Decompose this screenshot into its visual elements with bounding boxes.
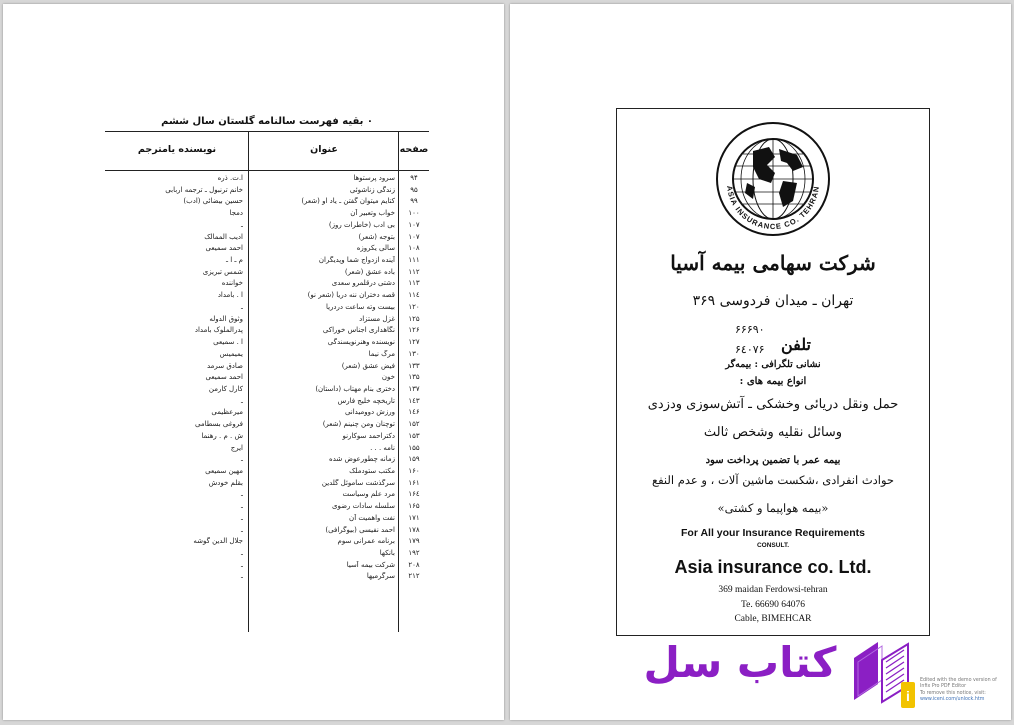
- header-title: عنوان: [310, 144, 338, 155]
- toc-row-title: بتوجه (شعر): [358, 232, 395, 241]
- toc-row-page: ۱۵۹: [408, 455, 420, 464]
- toc-row-author: ا.ت. ذره: [217, 174, 243, 182]
- toc-row-author: ا . بامداد: [217, 291, 243, 300]
- toc-row: [105, 174, 429, 186]
- phone-number-2: ۶٤۰۷۶: [735, 343, 765, 356]
- toc-row-page: ۱۰۷: [408, 232, 420, 241]
- cable-address-fa: نشانی تلگرافی : بیمه‌گر: [725, 359, 821, 370]
- toc-row: [105, 537, 429, 549]
- toc-table: [105, 131, 429, 640]
- toc-row: [105, 572, 429, 584]
- toc-row-title: سرگرمیها: [366, 572, 395, 581]
- toc-row-author: ادیب الممالک: [204, 232, 243, 241]
- toc-row-author: ـ: [240, 549, 243, 557]
- toc-row: [105, 338, 429, 350]
- globe-logo-icon: [713, 121, 833, 239]
- toc-row-author: حسین بیضائی (ادب): [183, 197, 243, 206]
- toc-row-author: احمد سمیعی: [205, 373, 243, 382]
- toc-row-author: شمس تبریزی: [202, 267, 243, 276]
- toc-row-page: ۱۷۱: [408, 513, 420, 522]
- toc-row-title: نگاهداری اجناس خوراکی: [322, 326, 395, 335]
- toc-row: [105, 350, 429, 362]
- toc-row: [105, 362, 429, 374]
- toc-row: [105, 420, 429, 432]
- toc-row: [105, 268, 429, 280]
- toc-row-page: ۱۱٤: [408, 291, 420, 300]
- toc-row-title: توچنان ومن چنینم (شعر): [322, 420, 395, 429]
- insurance-ad: [616, 108, 930, 636]
- toc-row: [105, 197, 429, 209]
- toc-row: [105, 233, 429, 245]
- english-cable: Cable, BIMEHCAR: [734, 614, 812, 624]
- toc-row: [105, 186, 429, 198]
- notice-link[interactable]: www.iceni.com/unlock.htm: [920, 697, 985, 703]
- toc-row-page: ۱۶۵: [408, 502, 420, 511]
- english-phone: Te. 66690 64076: [741, 600, 805, 610]
- toc-row-title: نامه . . .: [370, 443, 395, 452]
- toc-row-author: ـ: [240, 525, 243, 534]
- english-address: 369 maidan Ferdowsi-tehran: [718, 585, 828, 595]
- toc-row-author: ش . م . رهنما: [201, 431, 243, 440]
- logo-text: ASIA INSURANCE CO. TEHRAN: [725, 185, 821, 231]
- toc-row-author: احمد سمیعی: [205, 244, 243, 253]
- toc-row-page: ۱۵۵: [408, 443, 420, 452]
- insurance-line-1: حمل ونقل دریائی وخشکی ـ آتش‌سوزی ودزدی: [647, 397, 899, 412]
- toc-row-title: زندگی زناشوئی: [349, 185, 395, 194]
- toc-row-page: ۹۴: [410, 174, 418, 182]
- toc-row-author: مهین سمیعی: [205, 466, 243, 475]
- toc-row: [105, 291, 429, 303]
- company-name-fa: شرکت سهامی بیمه آسیا: [670, 251, 876, 275]
- toc-row: [105, 326, 429, 338]
- toc-header-row: [105, 132, 429, 171]
- toc-row-page: ۱۱۱: [408, 256, 420, 265]
- toc-row-author: ـ: [240, 513, 243, 522]
- toc-row-title: مرد علم وسیاست: [342, 490, 395, 499]
- toc-row-title: زمانه چطورعوض شده: [329, 455, 395, 464]
- toc-row-title: قصه دختران ننه دریا (شعر نو): [307, 291, 395, 300]
- toc-row-title: فیض عشق (شعر): [341, 361, 395, 370]
- toc-row-author: ـ: [240, 220, 243, 229]
- toc-row-page: ۱۵۳: [408, 431, 420, 440]
- toc-row-page: ۱۳۳: [408, 361, 420, 370]
- toc-row-title: بیست وته ساعت دردریا: [325, 302, 395, 311]
- toc-row-author: کارل کارمن: [208, 384, 243, 393]
- notice-line-3: To remove this notice, visit:: [920, 690, 986, 696]
- toc-row-author: خانم ترنبول ـ ترجمه اربابی: [165, 185, 243, 194]
- toc-row-title: غزل مستزاد: [359, 314, 395, 323]
- toc-row-title: شرکت بیمه آسیا: [346, 560, 395, 569]
- toc-row: [105, 479, 429, 491]
- insurance-line-4: «بیمه هواپیما و کشتی»: [717, 501, 829, 515]
- toc-row-page: ۱۷۹: [408, 537, 420, 546]
- toc-row-title: مکتب ستودملک: [349, 466, 395, 475]
- toc-row-page: ۱۱۲: [408, 267, 420, 276]
- toc-row-page: ۲۰۸: [408, 560, 420, 569]
- toc-row-page: ۱٤۶: [408, 408, 420, 417]
- toc-row-page: ۱۲۷: [408, 338, 420, 347]
- toc-row: [105, 432, 429, 444]
- toc-row: [105, 256, 429, 268]
- toc-row: [105, 408, 429, 420]
- toc-row-title: تاریخچه خلیج فارس: [337, 396, 395, 405]
- toc-row-title: خون: [381, 373, 395, 382]
- toc-row: [105, 549, 429, 561]
- insurance-types-label: انواع بیمه های :: [739, 376, 807, 387]
- header-author: نویسنده یامترجم: [137, 144, 217, 155]
- header-page: صفحه: [399, 144, 429, 155]
- toc-row: [105, 385, 429, 397]
- toc-row: [105, 303, 429, 315]
- toc-row-page: ۱۲۵: [408, 314, 420, 323]
- toc-row-page: ۱۰۷: [408, 220, 420, 229]
- toc-row-author: یمیمیس: [219, 349, 243, 358]
- toc-row-author: ـ: [240, 490, 243, 499]
- toc-row-title: ورزش دوومیدانی: [344, 408, 395, 417]
- toc-row: [105, 490, 429, 502]
- toc-row: [105, 444, 429, 456]
- toc-row: [105, 279, 429, 291]
- toc-row-page: ۱۳۰: [408, 349, 420, 358]
- toc-row-title: سرود پرستوها: [353, 174, 395, 182]
- english-company-name: Asia insurance co. Ltd.: [674, 557, 872, 577]
- toc-row-author: میرعظیمی: [211, 408, 243, 417]
- insurance-line-3: حوادث انفرادی ،شکست ماشین آلات ، و عدم النفع: [651, 473, 895, 487]
- toc-row: [105, 209, 429, 221]
- toc-row-page: ۱۶۱: [408, 478, 420, 487]
- toc-row-page: ۱۶٤: [408, 490, 420, 499]
- toc-row-page: ۱۱۳: [408, 279, 420, 288]
- phone-number-1: ۶۶۶۹۰: [735, 323, 765, 336]
- insurance-line-2: وسائل نقلیه وشخص ثالث: [703, 425, 843, 440]
- toc-row: [105, 397, 429, 409]
- toc-row-author: بقلم خودش: [208, 478, 243, 487]
- brand-watermark: [630, 632, 920, 710]
- toc-row-title: بانکها: [379, 549, 395, 557]
- toc-row-author: فروغی بسطامی: [195, 420, 243, 429]
- toc-row-author: خواننده: [221, 279, 243, 288]
- toc-row-page: ۱۰۸: [408, 244, 420, 253]
- toc-row-title: برنامه عمرانی سوم: [337, 537, 395, 546]
- right-page: [510, 4, 1011, 720]
- toc-rows: [105, 174, 429, 584]
- svg-text:i: i: [906, 688, 910, 704]
- toc-row-author: ـ: [240, 396, 243, 405]
- toc-row-author: ـ: [240, 502, 243, 511]
- toc-row-page: ۹۵: [410, 185, 418, 194]
- toc-row: [105, 514, 429, 526]
- left-page: [3, 4, 504, 720]
- editor-demo-notice: [900, 674, 1004, 714]
- notice-line-2: Infix Pro PDF Editor: [920, 684, 967, 690]
- brand-name: کتاب سل: [643, 638, 837, 687]
- toc-row: [105, 467, 429, 479]
- toc-row-author: ـ: [240, 302, 243, 311]
- toc-row-page: ۱۰۰: [408, 209, 420, 218]
- english-consult: CONSULT.: [756, 542, 790, 549]
- toc-row-title: احمد نفیسی (بیوگرافی): [325, 525, 395, 534]
- toc-row-title: مرگ نیما: [368, 349, 395, 358]
- toc-row: [105, 502, 429, 514]
- life-insurance-line: بیمه عمر با تضمین پرداخت سود: [705, 455, 841, 466]
- toc-row: [105, 244, 429, 256]
- toc-row-author: ـ: [240, 560, 243, 569]
- toc-row-title: سالی یکروزه: [356, 244, 395, 253]
- toc-row-page: ۱۳۵: [408, 373, 420, 382]
- toc-row-title: بی ادب (خاطرات روز): [328, 220, 395, 229]
- toc-row-author: وثوق الدوله: [209, 314, 243, 323]
- toc-row-author: ا . سمیعی: [213, 338, 243, 347]
- toc-row-title: نویسنده وهنرنویسندگی: [327, 338, 395, 347]
- phone-label: تلفن: [780, 335, 811, 354]
- toc-row-page: ۱۲۶: [408, 326, 420, 335]
- toc-row-author: دمجا: [229, 209, 243, 218]
- toc-row-page: ۱۵۲: [408, 420, 420, 429]
- toc-row-page: ۲۱۲: [408, 572, 420, 581]
- toc-row: [105, 561, 429, 573]
- toc-row-author: صادق سرمد: [206, 361, 243, 370]
- toc-row-page: ۱۶۰: [408, 466, 420, 475]
- toc-row-title: سرگذشت ساموئل گلدین: [321, 478, 395, 487]
- toc-row-title: خواب وتعبیر آن: [350, 209, 395, 218]
- editor-logo-icon: [900, 680, 916, 710]
- toc-heading: ٠ بقیه فهرست سالنامه گلستان سال ششم: [161, 116, 373, 127]
- toc-row-title: آینده ازدواج شما وپدیگران: [318, 256, 395, 265]
- toc-row-title: کتایم میتوان گفتن ـ یاد او (شعر): [301, 197, 395, 206]
- toc-row-author: ایرج: [230, 443, 243, 452]
- toc-row-title: دختری بنام مهتاب (داستان): [315, 384, 395, 393]
- toc-row-title: نفت واهمیت آن: [349, 513, 395, 522]
- toc-row-page: ۱۳۷: [408, 384, 420, 393]
- toc-row: [105, 221, 429, 233]
- toc-row-page: ۹۹: [410, 197, 418, 206]
- english-tagline: For All your Insurance Requirements: [681, 527, 865, 539]
- toc-row-author: جلال الدین گوشه: [193, 537, 243, 546]
- toc-row-author: م ـ ا ـ: [225, 256, 243, 265]
- toc-row: [105, 373, 429, 385]
- toc-row-page: ۱۹۲: [408, 549, 420, 557]
- toc-row-title: باده عشق (شعر): [344, 267, 395, 276]
- toc-row-page: ۱٤۳: [408, 396, 420, 405]
- toc-row-title: دکتراحمد سوکارنو: [342, 431, 395, 440]
- toc-row-page: ۱۲۰: [408, 302, 420, 311]
- toc-row: [105, 526, 429, 538]
- toc-row-author: ـ: [240, 572, 243, 581]
- toc-row-author: ـ: [240, 455, 243, 464]
- toc-row-title: سلسله سادات رضوی: [331, 502, 395, 511]
- toc-row: [105, 315, 429, 327]
- notice-line-1: Edited with the demo version of: [920, 678, 997, 683]
- toc-row: [105, 455, 429, 467]
- address-fa: تهران ـ میدان فردوسی ۳۶۹: [692, 293, 854, 309]
- toc-row-author: پدرالملوک بامداد: [194, 326, 243, 335]
- toc-row-page: ۱۷۸: [408, 525, 420, 534]
- toc-row-title: دشتی درقلمرو سعدی: [331, 279, 395, 288]
